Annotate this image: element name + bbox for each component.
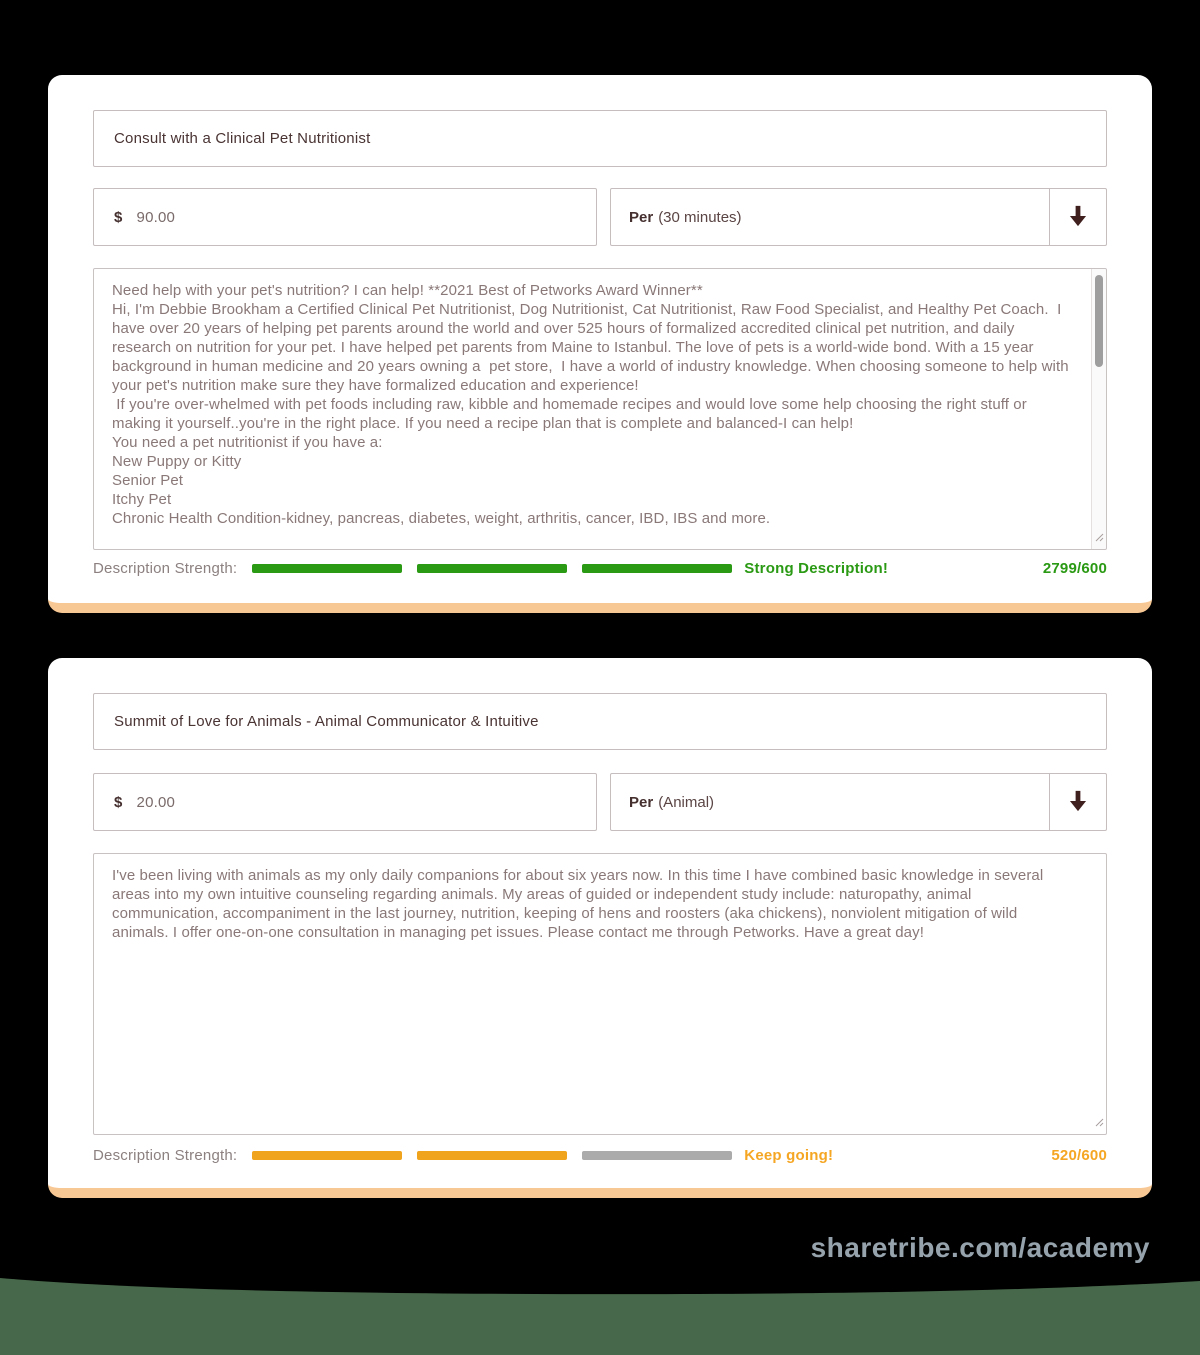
listing-form-card: [48, 658, 1152, 1198]
per-unit-value: (Animal): [658, 793, 715, 811]
strength-message: Keep going!: [744, 1146, 834, 1164]
textarea-scrollbar-track: [1091, 269, 1106, 549]
description-strength-row: [93, 1145, 1107, 1165]
arrow-down-icon: [1067, 789, 1089, 816]
strength-bars: [252, 564, 732, 573]
strength-bar-segment: [252, 1151, 402, 1160]
listing-title-input[interactable]: [93, 693, 1107, 750]
description-area: [93, 268, 1107, 550]
price-field: [93, 188, 597, 246]
strength-bar-segment: [417, 1151, 567, 1160]
textarea-resize-handle[interactable]: [1092, 1114, 1104, 1132]
price-input[interactable]: [137, 209, 576, 226]
description-area: [93, 853, 1107, 1135]
strength-bar-segment: [582, 1151, 732, 1160]
sharetribe-academy-watermark: sharetribe.com/academy: [810, 1232, 1150, 1263]
strength-message: Strong Description!: [744, 559, 889, 577]
price-input[interactable]: [137, 794, 576, 811]
character-count: 520/600: [1051, 1146, 1107, 1164]
price-row: [93, 188, 1107, 246]
per-unit-dropdown[interactable]: [610, 188, 1107, 246]
listing-form-card: [48, 75, 1152, 613]
per-label: Per: [629, 208, 654, 226]
textarea-scrollbar-thumb[interactable]: [1095, 275, 1103, 367]
description-textarea[interactable]: [93, 268, 1107, 550]
strength-bar-segment: [582, 564, 732, 573]
dropdown-open-button[interactable]: [1049, 189, 1106, 245]
arrow-down-icon: [1067, 204, 1089, 231]
price-row: [93, 773, 1107, 831]
per-label: Per: [629, 793, 654, 811]
strength-label: Description Strength:: [93, 559, 238, 577]
listing-title-input[interactable]: [93, 110, 1107, 167]
currency-symbol: $: [114, 208, 123, 226]
strength-bar-segment: [417, 564, 567, 573]
character-count: 2799/600: [1042, 559, 1107, 577]
per-unit-dropdown[interactable]: [610, 773, 1107, 831]
per-unit-value: (30 minutes): [658, 208, 742, 226]
textarea-resize-handle[interactable]: [1092, 529, 1104, 547]
strength-label: Description Strength:: [93, 1146, 238, 1164]
description-textarea[interactable]: [93, 853, 1107, 1135]
price-field: [93, 773, 597, 831]
description-strength-row: [93, 558, 1107, 578]
currency-symbol: $: [114, 793, 123, 811]
background-green-hill: [0, 1275, 1200, 1355]
strength-bar-segment: [252, 564, 402, 573]
dropdown-open-button[interactable]: [1049, 774, 1106, 830]
strength-bars: [252, 1151, 732, 1160]
